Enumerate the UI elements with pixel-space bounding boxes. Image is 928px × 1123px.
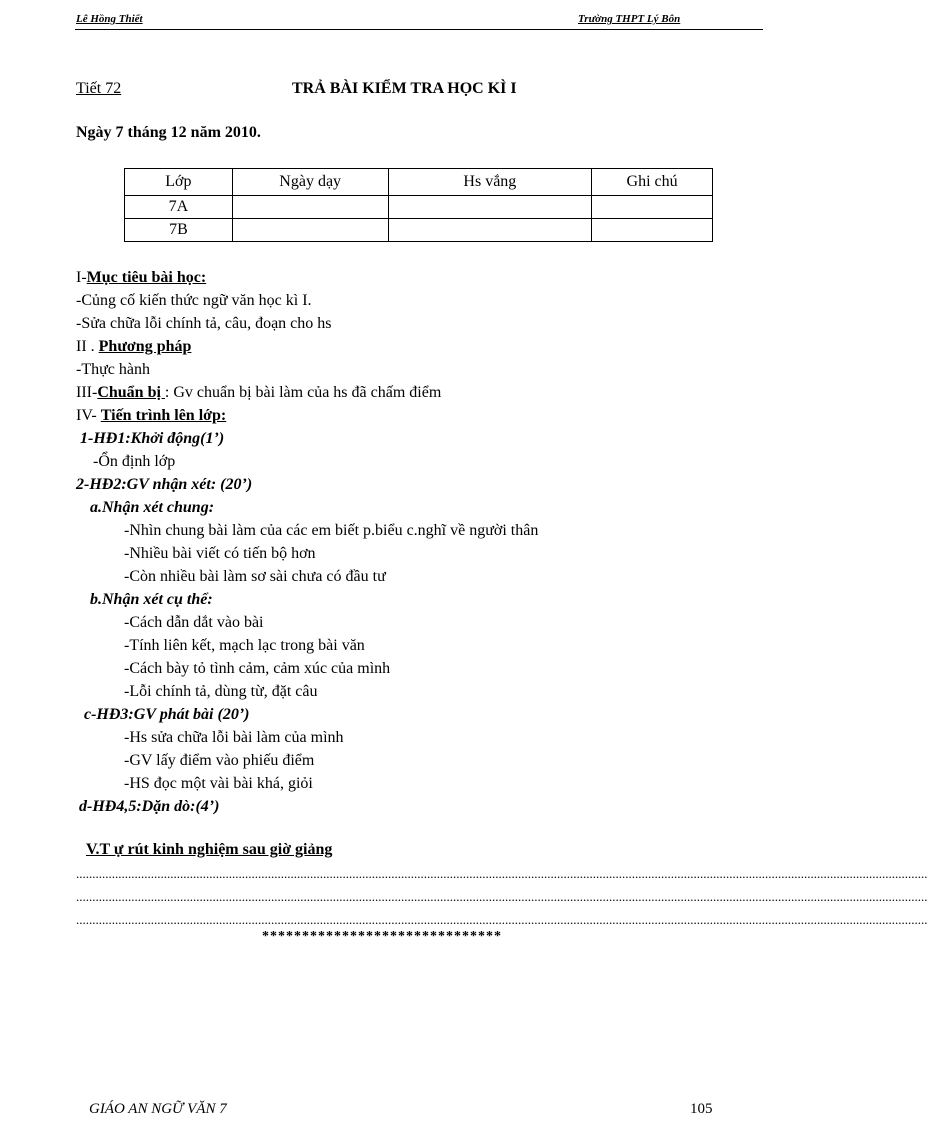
header-school: Trường THPT Lý Bôn xyxy=(578,13,681,25)
footer-subject: GIÁO AN NGỮ VĂN 7 xyxy=(89,1101,227,1117)
dotted-line: ...................................................................................................................................................................................................................................................................... xyxy=(76,889,928,904)
list-item: -Cách dẫn dắt vào bài xyxy=(124,614,264,631)
section-1-prefix: I- xyxy=(76,269,87,286)
list-item: -Nhiều bài viết có tiến bộ hơn xyxy=(124,545,316,562)
table-cell: 7A xyxy=(125,196,233,219)
dotted-line: ...................................................................................................................................................................................................................................................................... xyxy=(76,912,928,927)
attendance-table xyxy=(124,168,713,242)
lesson-period: Tiết 72 xyxy=(76,80,122,97)
list-item: -Cách bày tỏ tình cảm, cảm xúc của mình xyxy=(124,660,391,677)
col-header: Hs vắng xyxy=(388,169,592,196)
dotted-line: ...................................................................................................................................................................................................................................................................... xyxy=(76,866,928,881)
table-cell xyxy=(232,219,388,242)
header-author: Lê Hồng Thiết xyxy=(76,13,143,25)
stars-divider: ****************************** xyxy=(262,929,502,944)
activity-1-title: 1-HĐ1:Khởi động(1’) xyxy=(80,430,225,447)
list-item: -HS đọc một vài bài khá, giỏi xyxy=(124,775,313,792)
section-4-title: Tiến trình lên lớp: xyxy=(100,407,227,424)
list-item: -Hs sửa chữa lỗi bài làm của mình xyxy=(124,729,344,746)
list-item: -Thực hành xyxy=(76,361,150,378)
table-cell xyxy=(592,219,713,242)
table-cell xyxy=(388,196,592,219)
section-1-title: Mục tiêu bài học: xyxy=(86,269,207,286)
col-header: Ngày dạy xyxy=(232,169,388,196)
activity-2-title: 2-HĐ2:GV nhận xét: (20’) xyxy=(76,476,253,493)
page-number: 105 xyxy=(690,1101,713,1117)
lesson-date: Ngày 7 tháng 12 năm 2010. xyxy=(76,124,261,141)
list-item: -Ổn định lớp xyxy=(93,453,176,470)
table-cell: 7B xyxy=(125,219,233,242)
section-2-title: Phương pháp xyxy=(98,338,192,355)
activity-3-title: c-HĐ3:GV phát bài (20’) xyxy=(84,706,250,723)
lesson-title: TRẢ BÀI KIỂM TRA HỌC KÌ I xyxy=(292,80,517,97)
list-item: -Tính liên kết, mạch lạc trong bài văn xyxy=(124,637,365,654)
list-item: -Sửa chữa lỗi chính tả, câu, đoạn cho hs xyxy=(76,315,332,332)
table-row xyxy=(125,196,713,219)
table-cell xyxy=(232,196,388,219)
section-3-text: : Gv chuẩn bị bài làm của hs đã chấm điểm xyxy=(164,384,442,401)
section-3-heading xyxy=(76,383,441,403)
list-item: -Lỗi chính tả, dùng từ, đặt câu xyxy=(124,683,318,700)
col-header: Lớp xyxy=(125,169,233,196)
table-cell xyxy=(592,196,713,219)
col-header: Ghi chú xyxy=(592,169,713,196)
section-1-heading xyxy=(76,268,206,288)
list-item: -Củng cố kiến thức ngữ văn học kì I. xyxy=(76,292,312,309)
section-3-prefix: III- xyxy=(76,384,98,401)
section-5-title: V.T ự rút kinh nghiệm sau giờ giảng xyxy=(86,841,333,858)
table-row xyxy=(125,219,713,242)
section-2-heading xyxy=(76,337,191,357)
section-4-heading xyxy=(76,406,226,426)
section-4-prefix: IV- xyxy=(76,407,101,424)
section-3-title: Chuẩn bị xyxy=(97,384,165,401)
activity-2a-title: a.Nhận xét chung: xyxy=(90,499,215,516)
table-cell xyxy=(388,219,592,242)
activity-4-title: d-HĐ4,5:Dặn dò:(4’) xyxy=(79,798,220,815)
header-rule xyxy=(75,29,763,30)
table-header-row xyxy=(125,169,713,196)
list-item: -Còn nhiều bài làm sơ sài chưa có đầu tư xyxy=(124,568,386,585)
list-item: -Nhìn chung bài làm của các em biết p.biểu c.nghĩ về người thân xyxy=(124,522,539,539)
activity-2b-title: b.Nhận xét cụ thể: xyxy=(90,591,213,608)
list-item: -GV lấy điểm vào phiếu điểm xyxy=(124,752,315,769)
section-2-prefix: II . xyxy=(76,338,99,355)
